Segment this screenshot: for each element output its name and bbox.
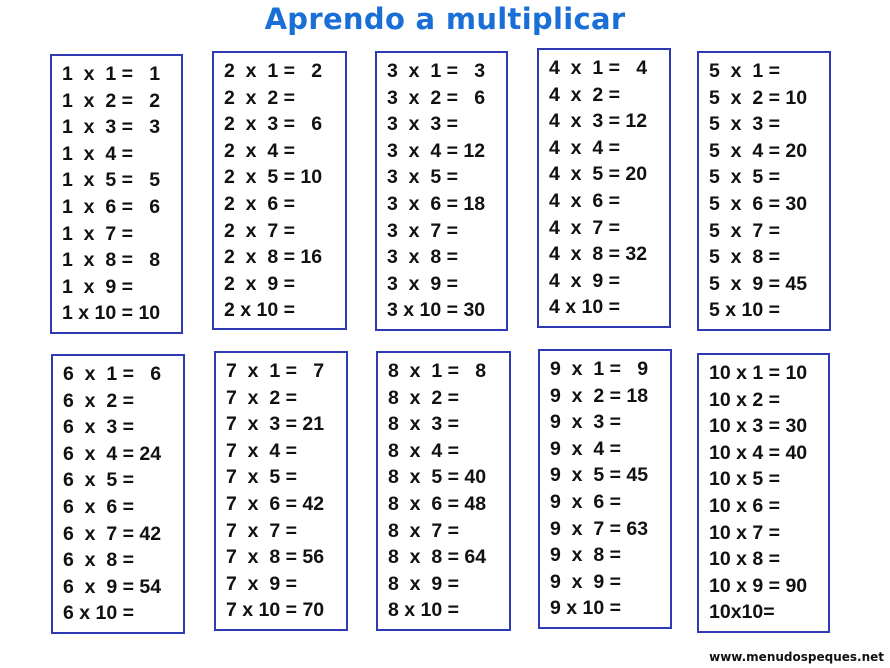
table-row: 6 x 3 = — [63, 416, 135, 439]
table-row: 1 x 9 = — [62, 275, 134, 298]
table-row: 6 x 5 = — [63, 469, 135, 492]
table-row: 3 x 10 = 30 — [387, 299, 486, 322]
table-row: 1 x 3 = 3 — [62, 116, 161, 139]
table-box-6 — [51, 354, 185, 634]
table-row: 7 x 8 = 56 — [226, 546, 325, 569]
table-row: 2 x 1 = 2 — [224, 60, 323, 82]
table-row: 10 x 9 = 90 — [709, 574, 808, 597]
table-row: 10 x 7 = — [709, 521, 781, 544]
table-row: 7 x 6 = 42 — [226, 492, 325, 515]
table-row: 7 x 2 = — [226, 386, 298, 409]
table-row: 7 x 4 = — [226, 439, 298, 462]
table-row: 1 x 1 = 1 — [62, 63, 161, 85]
table-row: 8 x 2 = — [388, 386, 460, 409]
table-row: 9 x 9 = — [550, 570, 622, 593]
table-row: 4 x 6 = — [549, 189, 621, 212]
table-row: 5 x 2 = 10 — [709, 86, 808, 109]
table-row: 4 x 10 = — [549, 296, 621, 319]
table-row: 3 x 8 = — [387, 246, 459, 269]
table-row: 6 x 9 = 54 — [63, 575, 162, 598]
table-row: 8 x 6 = 48 — [388, 492, 487, 515]
table-row: 2 x 10 = — [224, 299, 296, 322]
table-box-9 — [538, 349, 672, 629]
table-row: 4 x 1 = 4 — [549, 57, 648, 79]
table-row: 5 x 4 = 20 — [709, 139, 808, 162]
table-row: 2 x 9 = — [224, 272, 296, 295]
table-row: 8 x 4 = — [388, 439, 460, 462]
table-row: 9 x 6 = — [550, 490, 622, 513]
table-row: 10 x 4 = 40 — [709, 441, 808, 464]
table-row: 9 x 1 = 9 — [550, 358, 649, 380]
table-row: 4 x 3 = 12 — [549, 110, 648, 133]
table-row: 3 x 2 = 6 — [387, 86, 486, 109]
table-row: 3 x 7 = — [387, 219, 459, 242]
table-row: 10 x 2 = — [709, 388, 781, 411]
table-box-2 — [212, 51, 347, 330]
table-row: 10 x 6 = — [709, 494, 781, 517]
table-row: 6 x 6 = — [63, 495, 135, 518]
table-row: 2 x 7 = — [224, 219, 296, 242]
table-row: 2 x 6 = — [224, 192, 296, 215]
table-box-4 — [537, 48, 671, 328]
table-row: 5 x 9 = 45 — [709, 272, 808, 295]
table-row: 1 x 7 = — [62, 222, 134, 245]
table-row: 1 x 5 = 5 — [62, 169, 161, 192]
table-row: 5 x 5 = — [709, 166, 781, 189]
table-row: 6 x 7 = 42 — [63, 522, 162, 545]
table-row: 4 x 8 = 32 — [549, 243, 648, 266]
table-row: 10 x 8 = — [709, 548, 781, 571]
table-row: 2 x 3 = 6 — [224, 113, 323, 136]
table-row: 1 x 2 = 2 — [62, 89, 161, 112]
table-row: 9 x 2 = 18 — [550, 384, 649, 407]
table-row: 3 x 5 = — [387, 166, 459, 189]
table-row: 1 x 6 = 6 — [62, 195, 161, 218]
table-row: 9 x 3 = — [550, 411, 622, 434]
table-row: 5 x 1 = — [709, 60, 781, 82]
table-row: 1 x 10 = 10 — [62, 302, 161, 325]
table-row: 8 x 9 = — [388, 572, 460, 595]
table-row: 8 x 3 = — [388, 413, 460, 436]
table-row: 2 x 4 = — [224, 139, 296, 162]
table-row: 6 x 4 = 24 — [63, 442, 162, 465]
table-row: 3 x 6 = 18 — [387, 192, 486, 215]
table-row: 9 x 4 = — [550, 437, 622, 460]
table-row: 5 x 8 = — [709, 246, 781, 269]
table-row: 8 x 8 = 64 — [388, 546, 487, 569]
table-row: 7 x 9 = — [226, 572, 298, 595]
table-row: 8 x 1 = 8 — [388, 360, 487, 382]
table-row: 8 x 10 = — [388, 599, 460, 622]
table-row: 9 x 7 = 63 — [550, 517, 649, 540]
table-row: 6 x 8 = — [63, 549, 135, 572]
table-row: 4 x 5 = 20 — [549, 163, 648, 186]
table-row: 7 x 10 = 70 — [226, 599, 325, 622]
table-box-3 — [375, 51, 508, 331]
table-box-5 — [697, 51, 831, 331]
table-row: 7 x 7 = — [226, 519, 298, 542]
table-row: 1 x 8 = 8 — [62, 249, 161, 272]
table-row: 4 x 2 = — [549, 83, 621, 106]
table-row: 9 x 5 = 45 — [550, 464, 649, 487]
table-row: 3 x 3 = — [387, 113, 459, 136]
table-row: 4 x 7 = — [549, 216, 621, 239]
table-row: 9 x 8 = — [550, 544, 622, 567]
table-row: 8 x 7 = — [388, 519, 460, 542]
footer-url: www.menudospeques.net — [709, 650, 884, 664]
table-row: 10x10= — [709, 601, 775, 624]
table-row: 6 x 2 = — [63, 389, 135, 412]
table-box-7 — [214, 351, 348, 631]
table-row: 7 x 3 = 21 — [226, 413, 325, 436]
table-row: 6 x 1 = 6 — [63, 363, 162, 385]
table-row: 8 x 5 = 40 — [388, 466, 487, 489]
table-row: 5 x 10 = — [709, 299, 781, 322]
table-box-1 — [50, 54, 183, 334]
table-row: 9 x 10 = — [550, 597, 622, 620]
table-box-8 — [376, 351, 511, 631]
table-row: 10 x 5 = — [709, 468, 781, 491]
table-row: 4 x 4 = — [549, 136, 621, 159]
table-row: 5 x 7 = — [709, 219, 781, 242]
table-row: 5 x 3 = — [709, 113, 781, 136]
table-row: 2 x 8 = 16 — [224, 246, 323, 269]
table-row: 6 x 10 = — [63, 602, 135, 625]
table-row: 7 x 1 = 7 — [226, 360, 325, 382]
table-row: 10 x 3 = 30 — [709, 415, 808, 438]
table-row: 3 x 4 = 12 — [387, 139, 486, 162]
table-row: 2 x 2 = — [224, 86, 296, 109]
table-row: 2 x 5 = 10 — [224, 166, 323, 189]
table-row: 7 x 5 = — [226, 466, 298, 489]
page-title: Aprendo a multiplicar — [264, 2, 626, 36]
table-box-10 — [697, 353, 830, 633]
table-row: 5 x 6 = 30 — [709, 192, 808, 215]
table-row: 10 x 1 = 10 — [709, 362, 808, 384]
table-row: 4 x 9 = — [549, 269, 621, 292]
table-row: 3 x 9 = — [387, 272, 459, 295]
table-row: 3 x 1 = 3 — [387, 60, 486, 82]
table-row: 1 x 4 = — [62, 142, 134, 165]
